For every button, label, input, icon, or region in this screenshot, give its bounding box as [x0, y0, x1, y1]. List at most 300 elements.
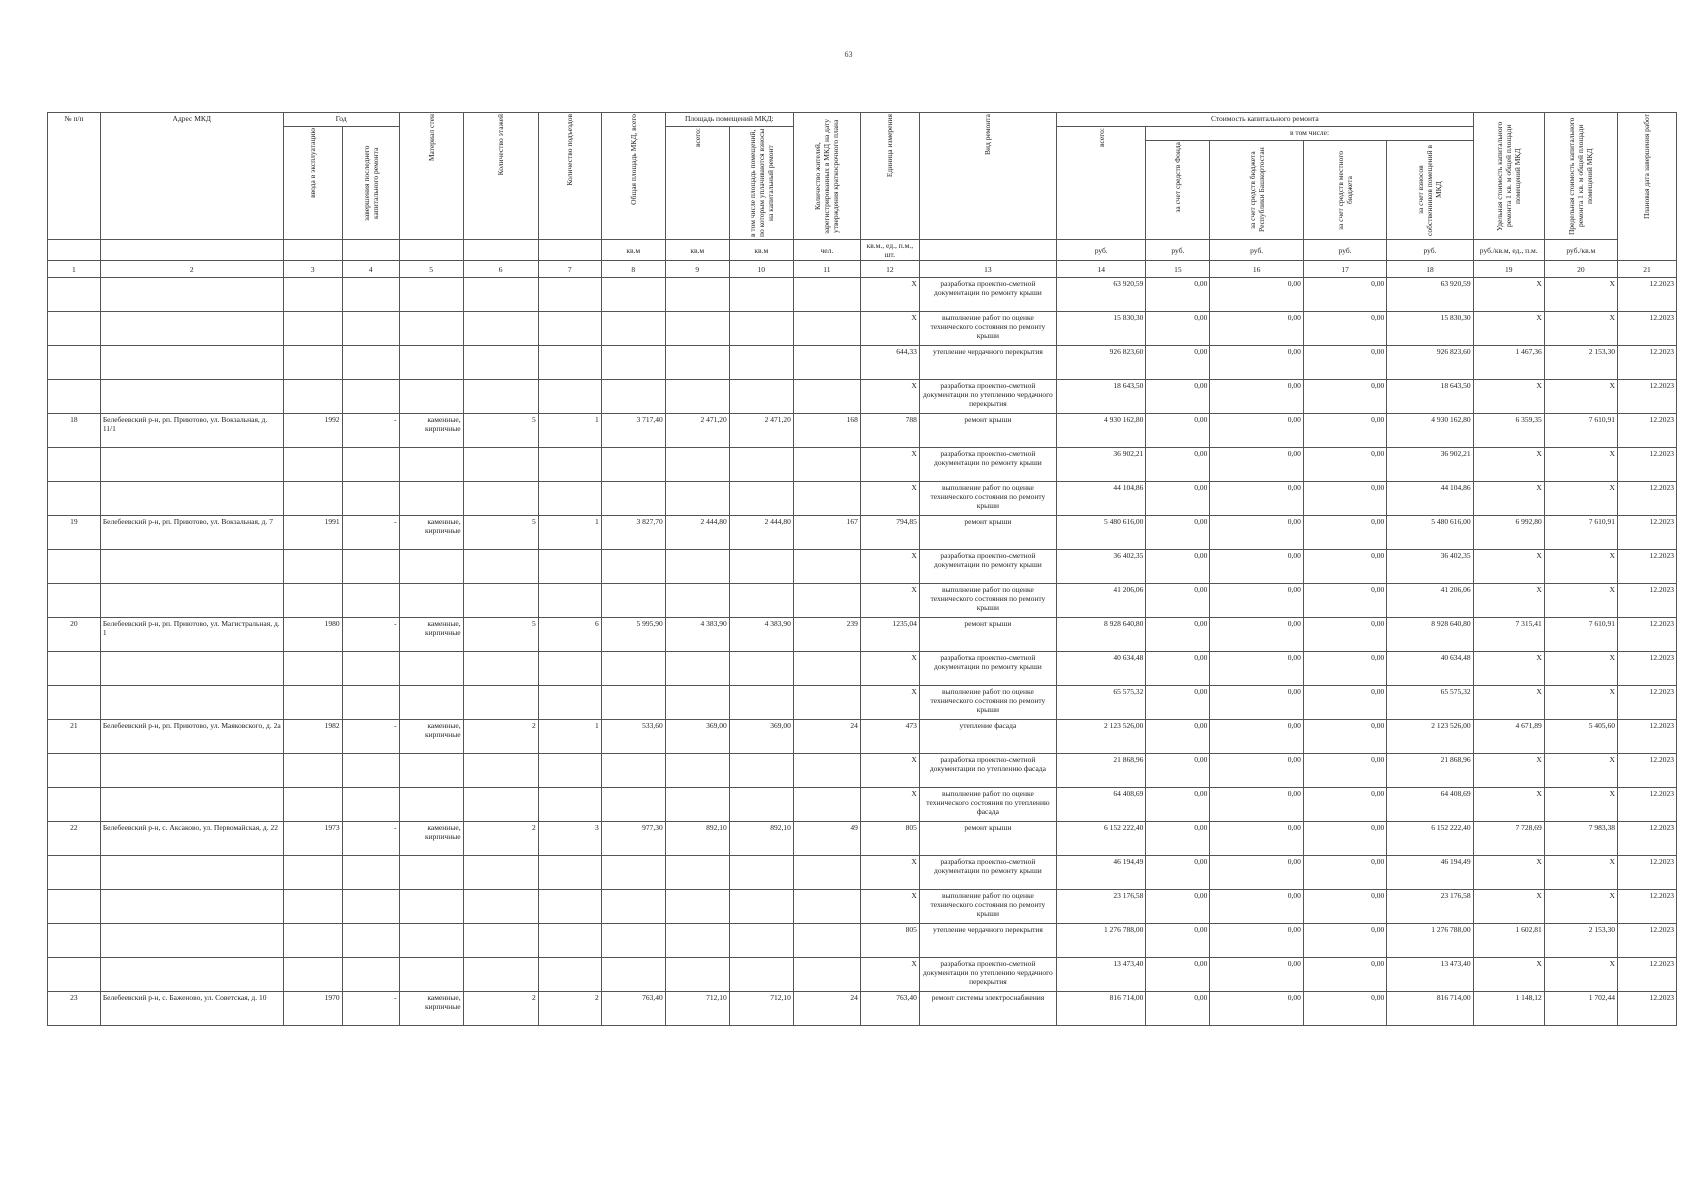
cell-local: 0,00 [1303, 958, 1386, 992]
cell-fund: 0,00 [1146, 346, 1210, 380]
header-cost-subgroup: в том числе: [1146, 127, 1473, 141]
cell-repair: разработка проектно-сметной документации по утеплению чердачного перекрытия [919, 958, 1056, 992]
table-row [48, 550, 1677, 584]
column-number-row [48, 261, 1677, 278]
cell-material: каменные, кирпичные [399, 992, 463, 1026]
cell-total: 36 402,35 [1056, 550, 1145, 584]
cell-repair: выполнение работ по оценке технического состояния по ремонту крыши [919, 584, 1056, 618]
cell-prem [665, 856, 729, 890]
cell-repair: разработка проектно-сметной документации по ремонту крыши [919, 652, 1056, 686]
cell-address [100, 346, 283, 380]
table-row [48, 346, 1677, 380]
cell-unit-cost: X [1473, 482, 1544, 516]
cell-unit-cost: 7 728,69 [1473, 822, 1544, 856]
cell-year [283, 754, 342, 788]
cell-unit-val: 788 [860, 414, 919, 448]
cell-floors [463, 278, 538, 312]
cell-last [342, 652, 399, 686]
cell-repair: ремонт системы электроснабжения [919, 992, 1056, 1026]
cell-local: 0,00 [1303, 822, 1386, 856]
cell-unit-cost: X [1473, 380, 1544, 414]
cell-address [100, 686, 283, 720]
cell-floors [463, 584, 538, 618]
cell-unit-val: X [860, 788, 919, 822]
cell-limit: X [1544, 652, 1617, 686]
cell-unit-cost: X [1473, 448, 1544, 482]
cell-address: Белебеевский р-н, рп. Приютово, ул. Маяковского, д. 2а [100, 720, 283, 754]
cell-res [793, 448, 860, 482]
column-number: 14 [1056, 261, 1145, 278]
header-premises-contrib: в том числе площадь помещений, по которым уплачиваются взносы на капитальный ремонт [729, 127, 793, 240]
header-no: № п/п [48, 113, 101, 240]
cell-area [601, 346, 665, 380]
unit-10: кв.м [729, 240, 793, 261]
cell-prem-c [729, 278, 793, 312]
cell-prem: 369,00 [665, 720, 729, 754]
column-number: 4 [342, 261, 399, 278]
cell-address: Белебеевский р-н, рп. Приютово, ул. Вокзальная, д. 7 [100, 516, 283, 550]
cell-res [793, 890, 860, 924]
header-cost-owners: за счет взносов собственников помещений в МКД [1387, 141, 1473, 240]
cell-unit-val: X [860, 482, 919, 516]
cell-entr [538, 686, 601, 720]
header-residents: Количество жителей, зарегистрированных в МКД на дату утверждения краткосрочного плана [793, 113, 860, 240]
cell-floors [463, 958, 538, 992]
cell-limit: X [1544, 278, 1617, 312]
cell-repair: разработка проектно-сметной документации по утеплению чердачного перекрытия [919, 380, 1056, 414]
cell-area: 533,60 [601, 720, 665, 754]
cell-entr [538, 482, 601, 516]
cell-rb: 0,00 [1210, 516, 1303, 550]
cell-rb: 0,00 [1210, 448, 1303, 482]
cell-entr: 1 [538, 516, 601, 550]
cell-res [793, 278, 860, 312]
cell-rb: 0,00 [1210, 652, 1303, 686]
cell-owners: 40 634,48 [1387, 652, 1473, 686]
cell-prem [665, 754, 729, 788]
cell-limit: 7 983,38 [1544, 822, 1617, 856]
cell-area [601, 550, 665, 584]
cell-total: 816 714,00 [1056, 992, 1145, 1026]
unit-11: чел. [793, 240, 860, 261]
cell-material [399, 958, 463, 992]
cell-res [793, 312, 860, 346]
cell-address [100, 584, 283, 618]
cell-owners: 816 714,00 [1387, 992, 1473, 1026]
cell-owners: 18 643,50 [1387, 380, 1473, 414]
cell-entr [538, 890, 601, 924]
cell-limit: 1 702,44 [1544, 992, 1617, 1026]
table-row [48, 482, 1677, 516]
cell-material [399, 924, 463, 958]
cell-unit-cost: 4 671,89 [1473, 720, 1544, 754]
cell-entr [538, 312, 601, 346]
cell-total: 41 206,06 [1056, 584, 1145, 618]
cell-local: 0,00 [1303, 924, 1386, 958]
cell-last [342, 890, 399, 924]
table-row [48, 448, 1677, 482]
column-number: 15 [1146, 261, 1210, 278]
header-address: Адрес МКД [100, 113, 283, 240]
cell-fund: 0,00 [1146, 550, 1210, 584]
cell-prem-c: 2 471,20 [729, 414, 793, 448]
cell-rb: 0,00 [1210, 788, 1303, 822]
cell-date: 12.2023 [1617, 278, 1676, 312]
cell-rb: 0,00 [1210, 584, 1303, 618]
cell-no [48, 380, 101, 414]
cell-rb: 0,00 [1210, 754, 1303, 788]
cell-entr [538, 856, 601, 890]
cell-local: 0,00 [1303, 720, 1386, 754]
cell-no [48, 686, 101, 720]
cell-limit: 2 153,30 [1544, 346, 1617, 380]
cell-unit-cost: X [1473, 550, 1544, 584]
cell-repair: утепление чердачного перекрытия [919, 346, 1056, 380]
cell-total: 5 480 616,00 [1056, 516, 1145, 550]
cell-address [100, 890, 283, 924]
cell-entr [538, 754, 601, 788]
cell-area: 3 827,70 [601, 516, 665, 550]
cell-total: 926 823,60 [1056, 346, 1145, 380]
cell-prem [665, 584, 729, 618]
header-entrances: Количество подъездов [538, 113, 601, 240]
cell-no [48, 754, 101, 788]
unit-18: руб. [1387, 240, 1473, 261]
cell-limit: X [1544, 584, 1617, 618]
unit-9: кв.м [665, 240, 729, 261]
cell-unit-val: X [860, 754, 919, 788]
cell-year [283, 448, 342, 482]
cell-fund: 0,00 [1146, 652, 1210, 686]
cell-entr [538, 278, 601, 312]
unit-19: руб./кв.м, ед., п.м. [1473, 240, 1544, 261]
cell-entr: 2 [538, 992, 601, 1026]
cell-res [793, 652, 860, 686]
cell-year [283, 346, 342, 380]
cell-date: 12.2023 [1617, 414, 1676, 448]
cell-owners: 6 152 222,40 [1387, 822, 1473, 856]
cell-owners: 21 868,96 [1387, 754, 1473, 788]
cell-area [601, 924, 665, 958]
header-year-last-repair: завершения последнего капитального ремонта [342, 127, 399, 240]
cell-local: 0,00 [1303, 346, 1386, 380]
cell-address: Белебеевский р-н, с. Аксаково, ул. Первомайская, д. 22 [100, 822, 283, 856]
cell-last [342, 686, 399, 720]
cell-area: 977,30 [601, 822, 665, 856]
cell-prem-c [729, 686, 793, 720]
cell-material [399, 686, 463, 720]
table-row [48, 992, 1677, 1026]
header-cost-rb: за счет средств бюджета Республики Башкортостан [1210, 141, 1303, 240]
column-number: 16 [1210, 261, 1303, 278]
cell-repair: ремонт крыши [919, 414, 1056, 448]
cell-date: 12.2023 [1617, 992, 1676, 1026]
cell-owners: 15 830,30 [1387, 312, 1473, 346]
cell-owners: 36 902,21 [1387, 448, 1473, 482]
header-total-area: Общая площадь МКД, всего [601, 113, 665, 240]
cell-limit: X [1544, 312, 1617, 346]
cell-address [100, 380, 283, 414]
cell-date: 12.2023 [1617, 652, 1676, 686]
cell-prem-c [729, 856, 793, 890]
cell-fund: 0,00 [1146, 822, 1210, 856]
cell-address [100, 754, 283, 788]
cell-owners: 44 104,86 [1387, 482, 1473, 516]
cell-no [48, 890, 101, 924]
unit-14: руб. [1056, 240, 1145, 261]
cell-year [283, 924, 342, 958]
cell-fund: 0,00 [1146, 312, 1210, 346]
cell-prem [665, 346, 729, 380]
cell-total: 2 123 526,00 [1056, 720, 1145, 754]
cell-repair: выполнение работ по оценке технического состояния по ремонту крыши [919, 482, 1056, 516]
cell-date: 12.2023 [1617, 822, 1676, 856]
cell-fund: 0,00 [1146, 992, 1210, 1026]
cell-res [793, 686, 860, 720]
cell-res [793, 380, 860, 414]
cell-total: 36 902,21 [1056, 448, 1145, 482]
cell-floors [463, 448, 538, 482]
cell-last: - [342, 822, 399, 856]
column-number: 8 [601, 261, 665, 278]
cell-unit-val: 805 [860, 822, 919, 856]
cell-prem-c: 892,10 [729, 822, 793, 856]
cell-address [100, 448, 283, 482]
cell-last [342, 482, 399, 516]
cell-address: Белебеевский р-н, с. Баженово, ул. Советская, д. 10 [100, 992, 283, 1026]
cell-unit-cost: X [1473, 958, 1544, 992]
cell-rb: 0,00 [1210, 482, 1303, 516]
cell-repair: разработка проектно-сметной документации по ремонту крыши [919, 448, 1056, 482]
cell-prem [665, 652, 729, 686]
cell-fund: 0,00 [1146, 788, 1210, 822]
cell-date: 12.2023 [1617, 890, 1676, 924]
cell-res: 167 [793, 516, 860, 550]
cell-area [601, 754, 665, 788]
cell-no: 18 [48, 414, 101, 448]
cell-material [399, 652, 463, 686]
cell-rb: 0,00 [1210, 550, 1303, 584]
column-number: 2 [100, 261, 283, 278]
cell-repair: выполнение работ по оценке технического состояния по ремонту крыши [919, 686, 1056, 720]
cell-total: 21 868,96 [1056, 754, 1145, 788]
cell-unit-val: X [860, 312, 919, 346]
cell-unit-cost: X [1473, 788, 1544, 822]
cell-rb: 0,00 [1210, 720, 1303, 754]
cell-unit-val: X [860, 550, 919, 584]
cell-repair: ремонт крыши [919, 516, 1056, 550]
cell-owners: 36 402,35 [1387, 550, 1473, 584]
cell-fund: 0,00 [1146, 958, 1210, 992]
cell-unit-val: 644,33 [860, 346, 919, 380]
cell-rb: 0,00 [1210, 856, 1303, 890]
cell-area [601, 448, 665, 482]
cell-total: 64 408,69 [1056, 788, 1145, 822]
unit-15: руб. [1146, 240, 1210, 261]
cell-entr [538, 788, 601, 822]
cell-res [793, 924, 860, 958]
cell-limit: X [1544, 482, 1617, 516]
cell-res [793, 550, 860, 584]
cell-prem [665, 482, 729, 516]
cell-prem-c [729, 890, 793, 924]
column-number: 13 [919, 261, 1056, 278]
cell-floors [463, 890, 538, 924]
cell-area [601, 278, 665, 312]
cell-no: 21 [48, 720, 101, 754]
cell-fund: 0,00 [1146, 278, 1210, 312]
cell-area: 763,40 [601, 992, 665, 1026]
cell-date: 12.2023 [1617, 754, 1676, 788]
cell-unit-val: 794,85 [860, 516, 919, 550]
cell-unit-cost: X [1473, 686, 1544, 720]
cell-material [399, 312, 463, 346]
cell-material [399, 550, 463, 584]
cell-unit-val: 473 [860, 720, 919, 754]
cell-last [342, 958, 399, 992]
cell-prem-c [729, 652, 793, 686]
cell-no [48, 550, 101, 584]
cell-area [601, 380, 665, 414]
cell-owners: 5 480 616,00 [1387, 516, 1473, 550]
table-row [48, 584, 1677, 618]
header-wall-material: Материал стен [399, 113, 463, 240]
header-cost-fund: за счет средств Фонда [1146, 141, 1210, 240]
cell-last [342, 312, 399, 346]
cell-fund: 0,00 [1146, 448, 1210, 482]
cell-floors: 5 [463, 516, 538, 550]
cell-owners: 23 176,58 [1387, 890, 1473, 924]
cell-floors [463, 788, 538, 822]
cell-prem: 2 471,20 [665, 414, 729, 448]
cell-address [100, 856, 283, 890]
cell-year [283, 890, 342, 924]
cell-fund: 0,00 [1146, 856, 1210, 890]
cell-limit: 5 405,60 [1544, 720, 1617, 754]
cell-no: 20 [48, 618, 101, 652]
cell-total: 6 152 222,40 [1056, 822, 1145, 856]
cell-material [399, 890, 463, 924]
cell-unit-cost: 6 992,80 [1473, 516, 1544, 550]
cell-floors: 2 [463, 822, 538, 856]
cell-owners: 13 473,40 [1387, 958, 1473, 992]
cell-unit-val: X [860, 380, 919, 414]
cell-total: 40 634,48 [1056, 652, 1145, 686]
cell-year [283, 652, 342, 686]
table-row [48, 686, 1677, 720]
cell-prem-c [729, 482, 793, 516]
cell-prem [665, 788, 729, 822]
cell-year: 1991 [283, 516, 342, 550]
cell-unit-val: X [860, 278, 919, 312]
cell-local: 0,00 [1303, 584, 1386, 618]
cell-repair: выполнение работ по оценке технического состояния по утеплению фасада [919, 788, 1056, 822]
cell-total: 63 920,59 [1056, 278, 1145, 312]
cell-floors [463, 686, 538, 720]
cell-prem [665, 312, 729, 346]
cell-rb: 0,00 [1210, 380, 1303, 414]
header-planned-date: Плановая дата завершения работ [1617, 113, 1676, 261]
cell-prem [665, 924, 729, 958]
cell-floors [463, 346, 538, 380]
column-number: 17 [1303, 261, 1386, 278]
cell-year: 1980 [283, 618, 342, 652]
column-number: 7 [538, 261, 601, 278]
cell-repair: утепление фасада [919, 720, 1056, 754]
cell-repair: выполнение работ по оценке технического состояния по ремонту крыши [919, 890, 1056, 924]
cell-no [48, 346, 101, 380]
header-limit-cost: Предельная стоимость капитального ремонта 1 кв. м общей площади помещений МКД [1544, 113, 1617, 240]
cell-area [601, 788, 665, 822]
cell-prem [665, 550, 729, 584]
cell-date: 12.2023 [1617, 584, 1676, 618]
cell-prem-c [729, 312, 793, 346]
cell-limit: X [1544, 890, 1617, 924]
cell-address [100, 924, 283, 958]
cell-prem-c [729, 924, 793, 958]
cell-year [283, 482, 342, 516]
column-number: 12 [860, 261, 919, 278]
cell-date: 12.2023 [1617, 380, 1676, 414]
column-number: 18 [1387, 261, 1473, 278]
cell-unit-val: X [860, 448, 919, 482]
cell-last [342, 448, 399, 482]
unit-20: руб./кв.м [1544, 240, 1617, 261]
header-premises-group: Площадь помещений МКД: [665, 113, 793, 127]
table-row [48, 890, 1677, 924]
table-row [48, 414, 1677, 448]
cell-date: 12.2023 [1617, 958, 1676, 992]
cell-address: Белебеевский р-н, рп. Приютово, ул. Магистральная, д. 1 [100, 618, 283, 652]
table-row [48, 924, 1677, 958]
table-row [48, 958, 1677, 992]
cell-fund: 0,00 [1146, 584, 1210, 618]
cell-owners: 2 123 526,00 [1387, 720, 1473, 754]
cell-total: 13 473,40 [1056, 958, 1145, 992]
cell-unit-cost: X [1473, 890, 1544, 924]
header-unit-cost: Удельная стоимость капитального ремонта 1 кв. м общей площади помещений МКД [1473, 113, 1544, 240]
cell-res [793, 754, 860, 788]
cell-date: 12.2023 [1617, 720, 1676, 754]
cell-floors: 5 [463, 618, 538, 652]
cell-last [342, 278, 399, 312]
cell-unit-val: 805 [860, 924, 919, 958]
cell-area [601, 890, 665, 924]
column-number: 11 [793, 261, 860, 278]
cell-prem-c [729, 380, 793, 414]
cell-unit-val: 763,40 [860, 992, 919, 1026]
cell-owners: 64 408,69 [1387, 788, 1473, 822]
cell-address [100, 788, 283, 822]
cell-owners: 63 920,59 [1387, 278, 1473, 312]
cell-limit: 7 610,91 [1544, 618, 1617, 652]
cell-owners: 65 575,32 [1387, 686, 1473, 720]
cell-floors [463, 550, 538, 584]
cell-last [342, 754, 399, 788]
cell-material: каменные, кирпичные [399, 618, 463, 652]
cell-prem [665, 448, 729, 482]
cell-address [100, 652, 283, 686]
cell-no [48, 652, 101, 686]
cell-rb: 0,00 [1210, 414, 1303, 448]
cell-year [283, 584, 342, 618]
cell-entr [538, 550, 601, 584]
cell-area: 3 717,40 [601, 414, 665, 448]
cell-fund: 0,00 [1146, 618, 1210, 652]
cell-rb: 0,00 [1210, 890, 1303, 924]
cell-year [283, 550, 342, 584]
cell-floors [463, 754, 538, 788]
